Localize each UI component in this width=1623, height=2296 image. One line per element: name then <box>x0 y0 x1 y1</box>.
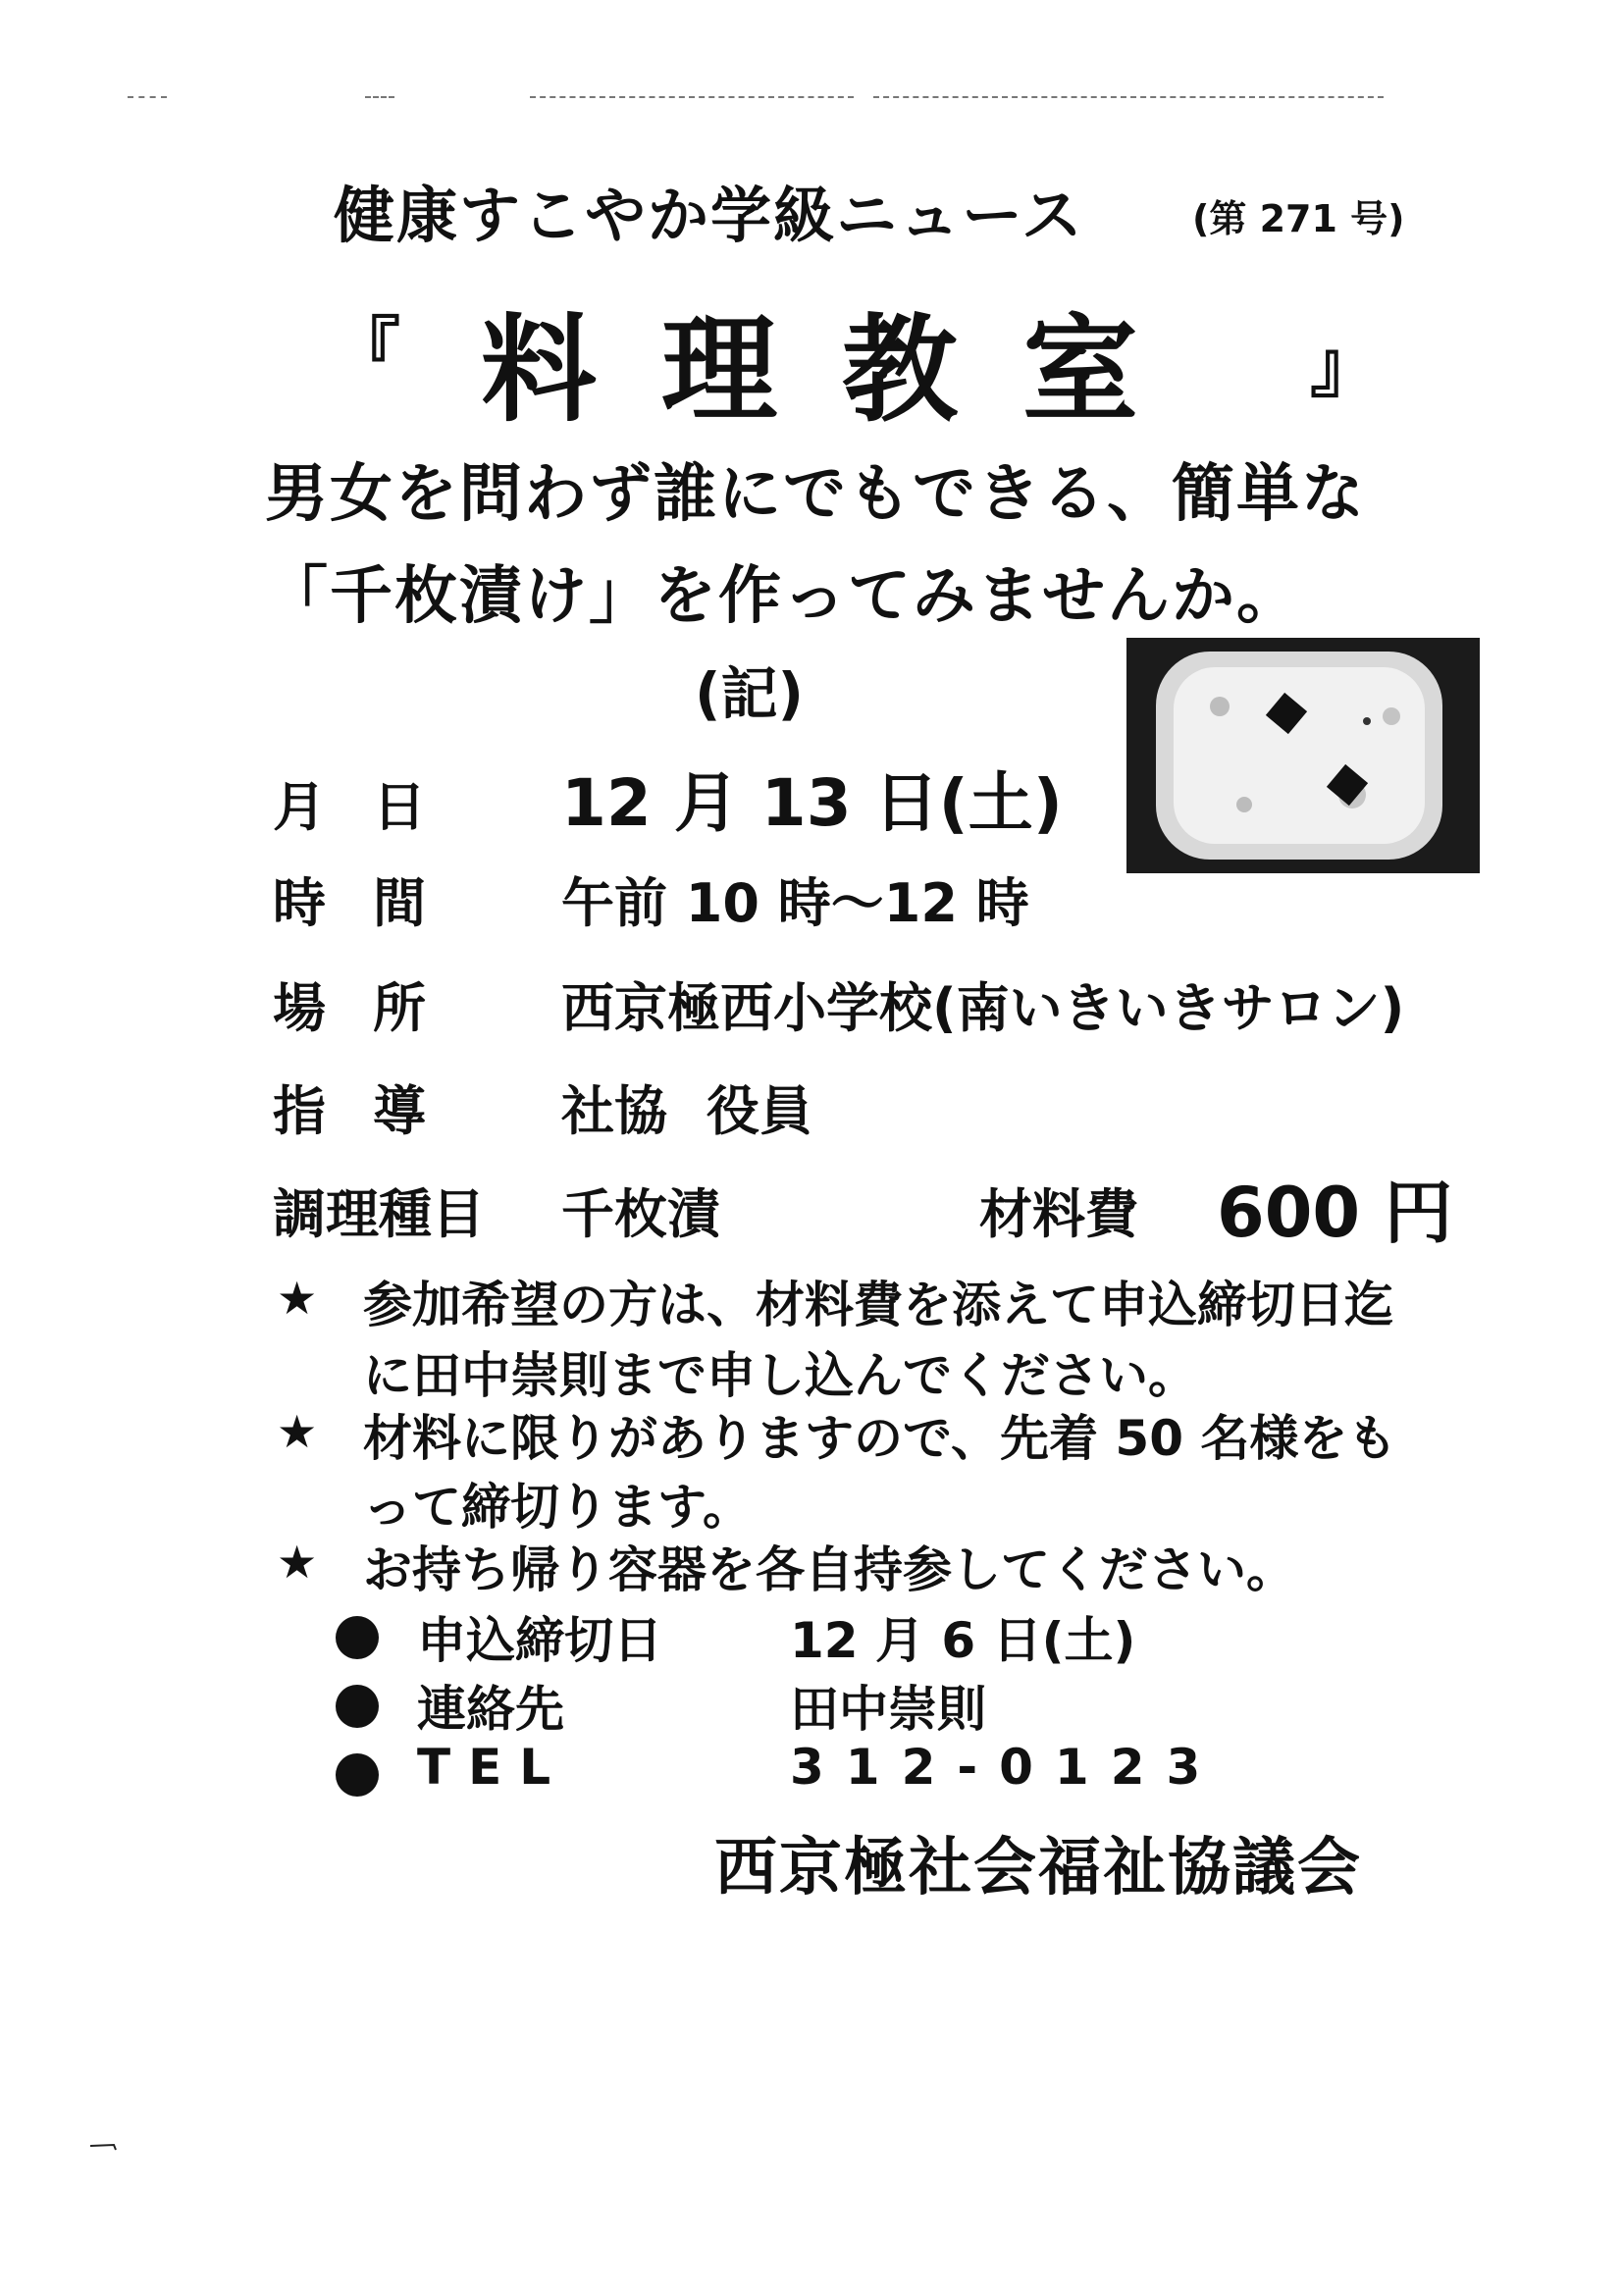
scan-mark-icon <box>90 2141 120 2151</box>
place-value: 西京極西小学校(南いきいきサロン) <box>561 977 1405 1039</box>
star-icon: ★ <box>277 1272 318 1325</box>
scan-line-2 <box>365 96 394 98</box>
page-title: 料理教室 <box>481 302 1204 438</box>
instructor-label: 指導 <box>273 1080 473 1142</box>
title-bracket-open: 『 <box>332 309 400 390</box>
star-icon: ★ <box>277 1405 318 1458</box>
pickle-container-photo <box>1126 638 1480 873</box>
bullet-icon <box>336 1685 379 1728</box>
time-label: 時間 <box>273 872 473 934</box>
instructor-role: 役員 <box>707 1080 812 1142</box>
dish-label: 調理種目 <box>273 1183 485 1245</box>
ki-label: (記) <box>695 660 805 727</box>
deadline-value: 12 月 6 日(土) <box>790 1612 1136 1669</box>
fee-value: 600 円 <box>1217 1173 1453 1253</box>
contact-value: 田中崇則 <box>790 1681 986 1738</box>
note-2-line-2: って締切ります。 <box>363 1479 752 1536</box>
intro-line-1: 男女を問わず誰にでもできる、簡単な <box>265 458 1366 531</box>
dish-value: 千枚漬 <box>561 1183 720 1245</box>
fee-label: 材料費 <box>979 1183 1138 1245</box>
date-value: 12 月 13 日(土) <box>561 765 1063 841</box>
scan-line-1 <box>128 96 167 98</box>
note-3-line-1: お持ち帰り容器を各自持参してください。 <box>363 1541 1295 1598</box>
time-value: 午前 10 時～12 時 <box>561 872 1029 934</box>
star-icon: ★ <box>277 1536 318 1589</box>
organization-name: 西京極社会福祉協議会 <box>714 1832 1362 1905</box>
deadline-label: 申込締切日 <box>417 1612 662 1669</box>
issue-number: (第 271 号) <box>1192 197 1405 240</box>
place-label: 場所 <box>273 977 473 1039</box>
scan-line-3 <box>530 96 854 98</box>
tel-label: TEL <box>417 1739 569 1796</box>
bullet-icon <box>336 1753 379 1797</box>
instructor-value <box>561 1070 812 1145</box>
note-1-line-2: に田中崇則まで申し込んでください。 <box>363 1347 1197 1404</box>
note-1-line-1: 参加希望の方は、材料費を添えて申込締切日迄 <box>363 1277 1393 1333</box>
title-bracket-close: 』 <box>1310 327 1379 407</box>
intro-line-2: 「千枚漬け」を作ってみませんか。 <box>265 560 1301 633</box>
note-2-line-1: 材料に限りがありますので、先着 50 名様をも <box>363 1410 1397 1467</box>
scan-line-4 <box>873 96 1384 98</box>
bullet-icon <box>336 1616 379 1659</box>
instructor-org: 社協 <box>561 1080 667 1142</box>
contact-label: 連絡先 <box>417 1681 564 1738</box>
date-label: 月日 <box>273 776 473 838</box>
newsletter-title: 健康すこやか学級ニュース <box>334 180 1084 251</box>
tel-value: 312-0123 <box>790 1739 1223 1796</box>
